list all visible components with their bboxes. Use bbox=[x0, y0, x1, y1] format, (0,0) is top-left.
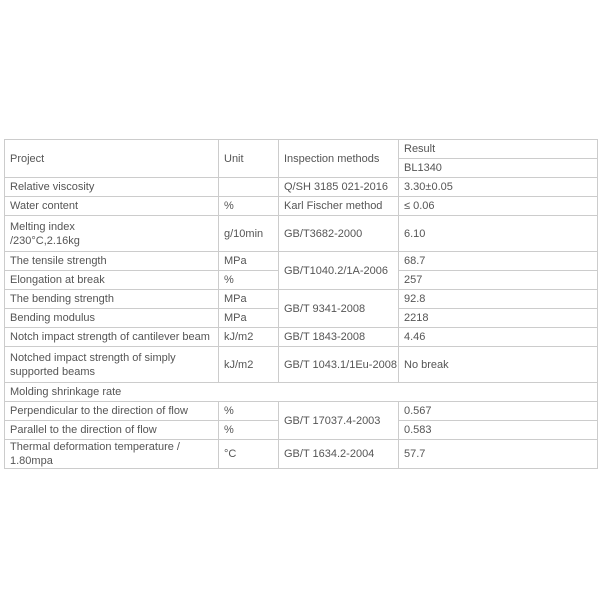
cell-project-line1: Melting index bbox=[10, 220, 75, 233]
col-header-result: Result bbox=[399, 140, 598, 159]
cell-project: Thermal deformation temperature / 1.80mpa bbox=[5, 440, 219, 469]
table-row bbox=[5, 216, 598, 252]
cell-unit: % bbox=[219, 402, 279, 421]
cell-unit: MPa bbox=[219, 252, 279, 271]
cell-project: Parallel to the direction of flow bbox=[5, 421, 219, 440]
cell-method: GB/T 1843-2008 bbox=[279, 328, 399, 347]
header-row bbox=[5, 140, 598, 159]
cell-result: 0.567 bbox=[399, 402, 598, 421]
table-row bbox=[5, 197, 598, 216]
cell-unit: °C bbox=[219, 440, 279, 469]
cell-result: No break bbox=[399, 347, 598, 383]
cell-result: 92.8 bbox=[399, 290, 598, 309]
cell-unit: % bbox=[219, 421, 279, 440]
cell-project: Bending modulus bbox=[5, 309, 219, 328]
cell-project: Notched impact strength of simply supported beams bbox=[5, 347, 219, 383]
spec-table bbox=[4, 139, 598, 469]
cell-project: Water content bbox=[5, 197, 219, 216]
cell-result: 4.46 bbox=[399, 328, 598, 347]
cell-unit: % bbox=[219, 197, 279, 216]
table-row bbox=[5, 440, 598, 469]
table-row bbox=[5, 347, 598, 383]
cell-result: 57.7 bbox=[399, 440, 598, 469]
col-header-result-grade: BL1340 bbox=[399, 159, 598, 178]
cell-unit: MPa bbox=[219, 290, 279, 309]
cell-result: 257 bbox=[399, 271, 598, 290]
cell-method: Karl Fischer method bbox=[279, 197, 399, 216]
cell-result: 0.583 bbox=[399, 421, 598, 440]
cell-section-label: Molding shrinkage rate bbox=[5, 383, 598, 402]
cell-result: 2218 bbox=[399, 309, 598, 328]
cell-unit: MPa bbox=[219, 309, 279, 328]
cell-method: GB/T 9341-2008 bbox=[279, 290, 399, 328]
col-header-methods: Inspection methods bbox=[279, 140, 399, 178]
cell-project: Perpendicular to the direction of flow bbox=[5, 402, 219, 421]
table-row bbox=[5, 252, 598, 271]
cell-project: The tensile strength bbox=[5, 252, 219, 271]
cell-unit: g/10min bbox=[219, 216, 279, 252]
cell-project: Relative viscosity bbox=[5, 178, 219, 197]
table-row bbox=[5, 290, 598, 309]
table-row bbox=[5, 402, 598, 421]
cell-method: GB/T3682-2000 bbox=[279, 216, 399, 252]
cell-project: Elongation at break bbox=[5, 271, 219, 290]
cell-unit bbox=[219, 178, 279, 197]
table-row bbox=[5, 178, 598, 197]
cell-result: 68.7 bbox=[399, 252, 598, 271]
cell-project: Notch impact strength of cantilever beam bbox=[5, 328, 219, 347]
col-header-project: Project bbox=[5, 140, 219, 178]
cell-project: The bending strength bbox=[5, 290, 219, 309]
cell-method: GB/T 1043.1/1Eu-2008 bbox=[279, 347, 399, 383]
cell-method: Q/SH 3185 021-2016 bbox=[279, 178, 399, 197]
cell-method: GB/T 17037.4-2003 bbox=[279, 402, 399, 440]
cell-result: 3.30±0.05 bbox=[399, 178, 598, 197]
cell-project bbox=[5, 216, 219, 252]
cell-result: 6.10 bbox=[399, 216, 598, 252]
cell-method: GB/T 1634.2-2004 bbox=[279, 440, 399, 469]
cell-result: ≤ 0.06 bbox=[399, 197, 598, 216]
table-row bbox=[5, 328, 598, 347]
cell-unit: kJ/m2 bbox=[219, 347, 279, 383]
cell-unit: kJ/m2 bbox=[219, 328, 279, 347]
cell-method: GB/T1040.2/1A-2006 bbox=[279, 252, 399, 290]
cell-project-line2: /230°C,2.16kg bbox=[10, 234, 80, 247]
cell-unit: % bbox=[219, 271, 279, 290]
table-row bbox=[5, 383, 598, 402]
col-header-unit: Unit bbox=[219, 140, 279, 178]
